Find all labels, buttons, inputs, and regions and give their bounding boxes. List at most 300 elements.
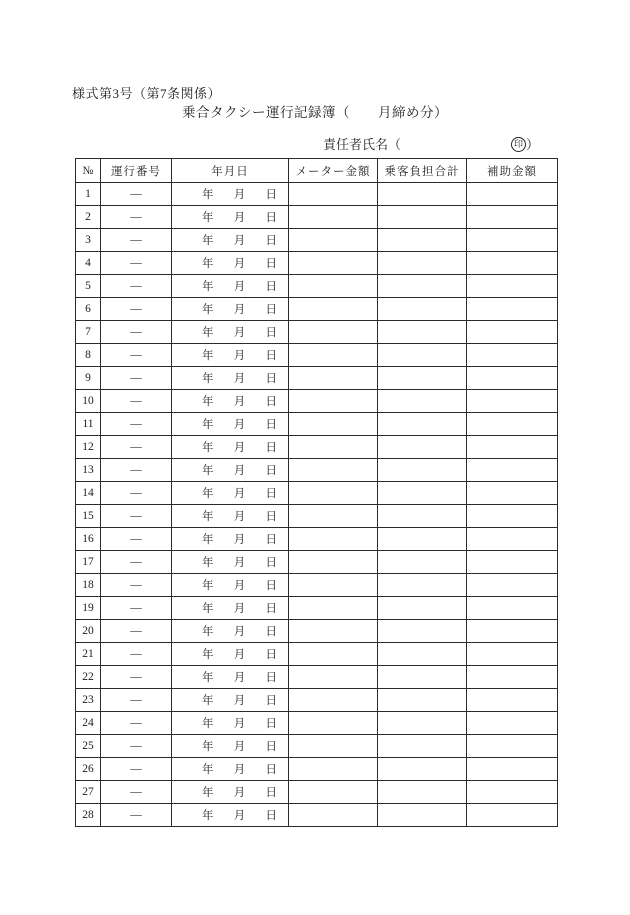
meter-amount-cell [289, 298, 378, 321]
meter-amount-cell [289, 620, 378, 643]
date-cell [172, 482, 289, 505]
passenger-total-cell [378, 574, 467, 597]
meter-amount-cell [289, 505, 378, 528]
subsidy-amount-cell [467, 275, 558, 298]
table-row [76, 482, 558, 505]
date-cell [172, 459, 289, 482]
meter-amount-cell [289, 804, 378, 827]
row-number-cell: 15 [76, 505, 101, 528]
row-number-cell: 23 [76, 689, 101, 712]
record-table-body [76, 183, 558, 827]
row-number-cell: 9 [76, 367, 101, 390]
operation-number-cell: ― [101, 781, 172, 804]
day-label: 日 [265, 695, 277, 707]
year-label: 年 [202, 373, 214, 385]
row-number-cell: 13 [76, 459, 101, 482]
table-header-row [76, 159, 558, 183]
month-label: 月 [233, 580, 246, 592]
date-labels [172, 232, 288, 248]
row-number-cell: 24 [76, 712, 101, 735]
header-date: 年月日 [172, 159, 289, 183]
table-row [76, 689, 558, 712]
year-label: 年 [202, 649, 214, 661]
passenger-total-cell [378, 390, 467, 413]
month-label: 月 [233, 511, 246, 523]
year-label: 年 [202, 764, 214, 776]
form-number-label: 様式第3号（第7条関係） [72, 86, 222, 101]
year-label: 年 [202, 741, 214, 753]
table-row [76, 735, 558, 758]
month-label: 月 [233, 442, 246, 454]
year-label: 年 [202, 419, 214, 431]
day-label: 日 [265, 419, 277, 431]
meter-amount-cell [289, 321, 378, 344]
day-label: 日 [265, 718, 277, 730]
subsidy-amount-cell [467, 735, 558, 758]
row-number-cell: 6 [76, 298, 101, 321]
row-number-cell: 4 [76, 252, 101, 275]
subsidy-amount-cell [467, 712, 558, 735]
date-labels [172, 554, 288, 570]
day-label: 日 [265, 212, 277, 224]
operation-number-cell: ― [101, 367, 172, 390]
meter-amount-cell [289, 275, 378, 298]
date-cell [172, 436, 289, 459]
responsible-close-paren: ） [526, 137, 540, 152]
table-row [76, 390, 558, 413]
subsidy-amount-cell [467, 252, 558, 275]
subsidy-amount-cell [467, 551, 558, 574]
day-label: 日 [265, 603, 277, 615]
subsidy-amount-cell [467, 413, 558, 436]
row-number-cell: 22 [76, 666, 101, 689]
date-cell [172, 781, 289, 804]
month-label: 月 [233, 396, 246, 408]
meter-amount-cell [289, 666, 378, 689]
date-cell [172, 321, 289, 344]
month-label: 月 [233, 465, 246, 477]
date-cell [172, 275, 289, 298]
header-subsidy-amount: 補助金額 [467, 159, 558, 183]
subsidy-amount-cell [467, 643, 558, 666]
date-cell [172, 758, 289, 781]
date-cell [172, 229, 289, 252]
subsidy-amount-cell [467, 183, 558, 206]
month-label: 月 [233, 764, 246, 776]
date-labels [172, 462, 288, 478]
subsidy-amount-cell [467, 229, 558, 252]
day-label: 日 [265, 327, 277, 339]
table-row [76, 804, 558, 827]
operation-number-cell: ― [101, 436, 172, 459]
header-passenger-total: 乗客負担合計 [378, 159, 467, 183]
meter-amount-cell [289, 758, 378, 781]
meter-amount-cell [289, 252, 378, 275]
table-row [76, 551, 558, 574]
meter-amount-cell [289, 735, 378, 758]
subsidy-amount-cell [467, 689, 558, 712]
table-row [76, 436, 558, 459]
row-number-cell: 19 [76, 597, 101, 620]
meter-amount-cell [289, 344, 378, 367]
day-label: 日 [265, 396, 277, 408]
day-label: 日 [265, 557, 277, 569]
passenger-total-cell [378, 781, 467, 804]
month-label: 月 [233, 695, 246, 707]
year-label: 年 [202, 350, 214, 362]
operation-number-cell: ― [101, 735, 172, 758]
table-row [76, 574, 558, 597]
month-label: 月 [233, 281, 246, 293]
table-row [76, 275, 558, 298]
day-label: 日 [265, 672, 277, 684]
day-label: 日 [265, 442, 277, 454]
operation-number-cell: ― [101, 390, 172, 413]
document-title: 乗合タクシー運行記録簿（ 月締め分） [182, 105, 448, 120]
passenger-total-cell [378, 712, 467, 735]
operation-number-cell: ― [101, 620, 172, 643]
date-cell [172, 689, 289, 712]
meter-amount-cell [289, 781, 378, 804]
date-cell [172, 505, 289, 528]
subsidy-amount-cell [467, 206, 558, 229]
row-number-cell: 17 [76, 551, 101, 574]
row-number-cell: 26 [76, 758, 101, 781]
operation-number-cell: ― [101, 712, 172, 735]
year-label: 年 [202, 603, 214, 615]
date-labels [172, 393, 288, 409]
table-row [76, 298, 558, 321]
day-label: 日 [265, 810, 277, 822]
passenger-total-cell [378, 620, 467, 643]
subsidy-amount-cell [467, 505, 558, 528]
meter-amount-cell [289, 436, 378, 459]
operation-number-cell: ― [101, 344, 172, 367]
month-label: 月 [233, 672, 246, 684]
month-label: 月 [233, 718, 246, 730]
year-label: 年 [202, 580, 214, 592]
date-labels [172, 324, 288, 340]
table-row [76, 597, 558, 620]
date-labels [172, 186, 288, 202]
table-row [76, 643, 558, 666]
year-label: 年 [202, 442, 214, 454]
operation-number-cell: ― [101, 183, 172, 206]
month-label: 月 [233, 534, 246, 546]
day-label: 日 [265, 764, 277, 776]
meter-amount-cell [289, 551, 378, 574]
date-cell [172, 252, 289, 275]
date-labels [172, 347, 288, 363]
passenger-total-cell [378, 367, 467, 390]
row-number-cell: 8 [76, 344, 101, 367]
operation-number-cell: ― [101, 528, 172, 551]
table-row [76, 183, 558, 206]
operation-number-cell: ― [101, 758, 172, 781]
date-cell [172, 574, 289, 597]
responsible-name-blank [401, 143, 511, 144]
row-number-cell: 14 [76, 482, 101, 505]
date-cell [172, 528, 289, 551]
day-label: 日 [265, 488, 277, 500]
date-labels [172, 646, 288, 662]
row-number-cell: 2 [76, 206, 101, 229]
passenger-total-cell [378, 528, 467, 551]
day-label: 日 [265, 580, 277, 592]
table-row [76, 459, 558, 482]
year-label: 年 [202, 672, 214, 684]
subsidy-amount-cell [467, 298, 558, 321]
date-cell [172, 712, 289, 735]
passenger-total-cell [378, 482, 467, 505]
seal-mark-icon: 印 [511, 137, 526, 152]
meter-amount-cell [289, 229, 378, 252]
operation-number-cell: ― [101, 482, 172, 505]
date-labels [172, 255, 288, 271]
year-label: 年 [202, 557, 214, 569]
table-row [76, 252, 558, 275]
passenger-total-cell [378, 183, 467, 206]
month-label: 月 [233, 626, 246, 638]
date-labels [172, 600, 288, 616]
subsidy-amount-cell [467, 620, 558, 643]
passenger-total-cell [378, 252, 467, 275]
row-number-cell: 11 [76, 413, 101, 436]
row-number-cell: 25 [76, 735, 101, 758]
date-cell [172, 413, 289, 436]
meter-amount-cell [289, 413, 378, 436]
row-number-cell: 27 [76, 781, 101, 804]
passenger-total-cell [378, 275, 467, 298]
operation-number-cell: ― [101, 298, 172, 321]
year-label: 年 [202, 396, 214, 408]
header-operation-number: 運行番号 [101, 159, 172, 183]
passenger-total-cell [378, 735, 467, 758]
day-label: 日 [265, 281, 277, 293]
month-label: 月 [233, 189, 246, 201]
date-labels [172, 531, 288, 547]
subsidy-amount-cell [467, 436, 558, 459]
date-labels [172, 623, 288, 639]
passenger-total-cell [378, 321, 467, 344]
passenger-total-cell [378, 597, 467, 620]
passenger-total-cell [378, 298, 467, 321]
subsidy-amount-cell [467, 344, 558, 367]
year-label: 年 [202, 327, 214, 339]
operation-number-cell: ― [101, 666, 172, 689]
operation-number-cell: ― [101, 275, 172, 298]
passenger-total-cell [378, 666, 467, 689]
operation-number-cell: ― [101, 551, 172, 574]
year-label: 年 [202, 304, 214, 316]
meter-amount-cell [289, 482, 378, 505]
operation-number-cell: ― [101, 574, 172, 597]
row-number-cell: 16 [76, 528, 101, 551]
year-label: 年 [202, 189, 214, 201]
day-label: 日 [265, 235, 277, 247]
date-labels [172, 278, 288, 294]
subsidy-amount-cell [467, 804, 558, 827]
responsible-person-line [323, 134, 539, 153]
table-row [76, 321, 558, 344]
date-labels [172, 416, 288, 432]
month-label: 月 [233, 488, 246, 500]
date-labels [172, 508, 288, 524]
date-labels [172, 485, 288, 501]
operation-number-cell: ― [101, 597, 172, 620]
date-cell [172, 735, 289, 758]
day-label: 日 [265, 189, 277, 201]
year-label: 年 [202, 787, 214, 799]
date-labels [172, 761, 288, 777]
passenger-total-cell [378, 643, 467, 666]
subsidy-amount-cell [467, 666, 558, 689]
passenger-total-cell [378, 436, 467, 459]
operation-number-cell: ― [101, 804, 172, 827]
month-label: 月 [233, 603, 246, 615]
day-label: 日 [265, 741, 277, 753]
day-label: 日 [265, 373, 277, 385]
month-label: 月 [233, 373, 246, 385]
year-label: 年 [202, 695, 214, 707]
year-label: 年 [202, 235, 214, 247]
operation-number-cell: ― [101, 413, 172, 436]
date-labels [172, 784, 288, 800]
date-cell [172, 367, 289, 390]
month-label: 月 [233, 350, 246, 362]
meter-amount-cell [289, 574, 378, 597]
date-cell [172, 390, 289, 413]
passenger-total-cell [378, 344, 467, 367]
date-cell [172, 804, 289, 827]
date-labels [172, 301, 288, 317]
day-label: 日 [265, 787, 277, 799]
date-cell [172, 666, 289, 689]
row-number-cell: 10 [76, 390, 101, 413]
subsidy-amount-cell [467, 459, 558, 482]
month-label: 月 [233, 212, 246, 224]
operation-number-cell: ― [101, 689, 172, 712]
table-row [76, 620, 558, 643]
meter-amount-cell [289, 712, 378, 735]
meter-amount-cell [289, 643, 378, 666]
table-row [76, 367, 558, 390]
table-row [76, 206, 558, 229]
table-row [76, 528, 558, 551]
table-row [76, 413, 558, 436]
date-cell [172, 551, 289, 574]
subsidy-amount-cell [467, 390, 558, 413]
meter-amount-cell [289, 367, 378, 390]
date-cell [172, 206, 289, 229]
passenger-total-cell [378, 505, 467, 528]
subsidy-amount-cell [467, 321, 558, 344]
month-label: 月 [233, 258, 246, 270]
meter-amount-cell [289, 689, 378, 712]
year-label: 年 [202, 488, 214, 500]
operation-number-cell: ― [101, 321, 172, 344]
subsidy-amount-cell [467, 781, 558, 804]
meter-amount-cell [289, 183, 378, 206]
year-label: 年 [202, 810, 214, 822]
passenger-total-cell [378, 804, 467, 827]
header-meter-amount: メーター金額 [289, 159, 378, 183]
date-labels [172, 669, 288, 685]
month-label: 月 [233, 557, 246, 569]
table-row [76, 758, 558, 781]
operation-number-cell: ― [101, 505, 172, 528]
passenger-total-cell [378, 551, 467, 574]
subsidy-amount-cell [467, 528, 558, 551]
day-label: 日 [265, 350, 277, 362]
responsible-person-label: 責任者氏名（ [323, 137, 402, 152]
month-label: 月 [233, 810, 246, 822]
passenger-total-cell [378, 229, 467, 252]
row-number-cell: 20 [76, 620, 101, 643]
row-number-cell: 3 [76, 229, 101, 252]
row-number-cell: 7 [76, 321, 101, 344]
date-cell [172, 183, 289, 206]
row-number-cell: 12 [76, 436, 101, 459]
operation-number-cell: ― [101, 643, 172, 666]
date-labels [172, 807, 288, 823]
row-number-cell: 21 [76, 643, 101, 666]
month-label: 月 [233, 304, 246, 316]
year-label: 年 [202, 212, 214, 224]
header-no: № [76, 159, 101, 183]
operation-number-cell: ― [101, 206, 172, 229]
month-label: 月 [233, 419, 246, 431]
table-row [76, 666, 558, 689]
operation-number-cell: ― [101, 229, 172, 252]
subsidy-amount-cell [467, 574, 558, 597]
row-number-cell: 18 [76, 574, 101, 597]
date-cell [172, 344, 289, 367]
subsidy-amount-cell [467, 482, 558, 505]
table-row [76, 229, 558, 252]
meter-amount-cell [289, 390, 378, 413]
operation-record-table [75, 158, 558, 827]
month-label: 月 [233, 649, 246, 661]
passenger-total-cell [378, 206, 467, 229]
date-labels [172, 370, 288, 386]
subsidy-amount-cell [467, 367, 558, 390]
date-labels [172, 692, 288, 708]
day-label: 日 [265, 534, 277, 546]
row-number-cell: 28 [76, 804, 101, 827]
subsidy-amount-cell [467, 597, 558, 620]
table-row [76, 344, 558, 367]
table-row [76, 505, 558, 528]
year-label: 年 [202, 281, 214, 293]
operation-number-cell: ― [101, 459, 172, 482]
meter-amount-cell [289, 597, 378, 620]
date-labels [172, 439, 288, 455]
date-cell [172, 597, 289, 620]
day-label: 日 [265, 626, 277, 638]
date-cell [172, 643, 289, 666]
table-row [76, 712, 558, 735]
date-labels [172, 715, 288, 731]
passenger-total-cell [378, 413, 467, 436]
day-label: 日 [265, 511, 277, 523]
day-label: 日 [265, 465, 277, 477]
month-label: 月 [233, 741, 246, 753]
year-label: 年 [202, 626, 214, 638]
operation-number-cell: ― [101, 252, 172, 275]
table-row [76, 781, 558, 804]
date-labels [172, 577, 288, 593]
